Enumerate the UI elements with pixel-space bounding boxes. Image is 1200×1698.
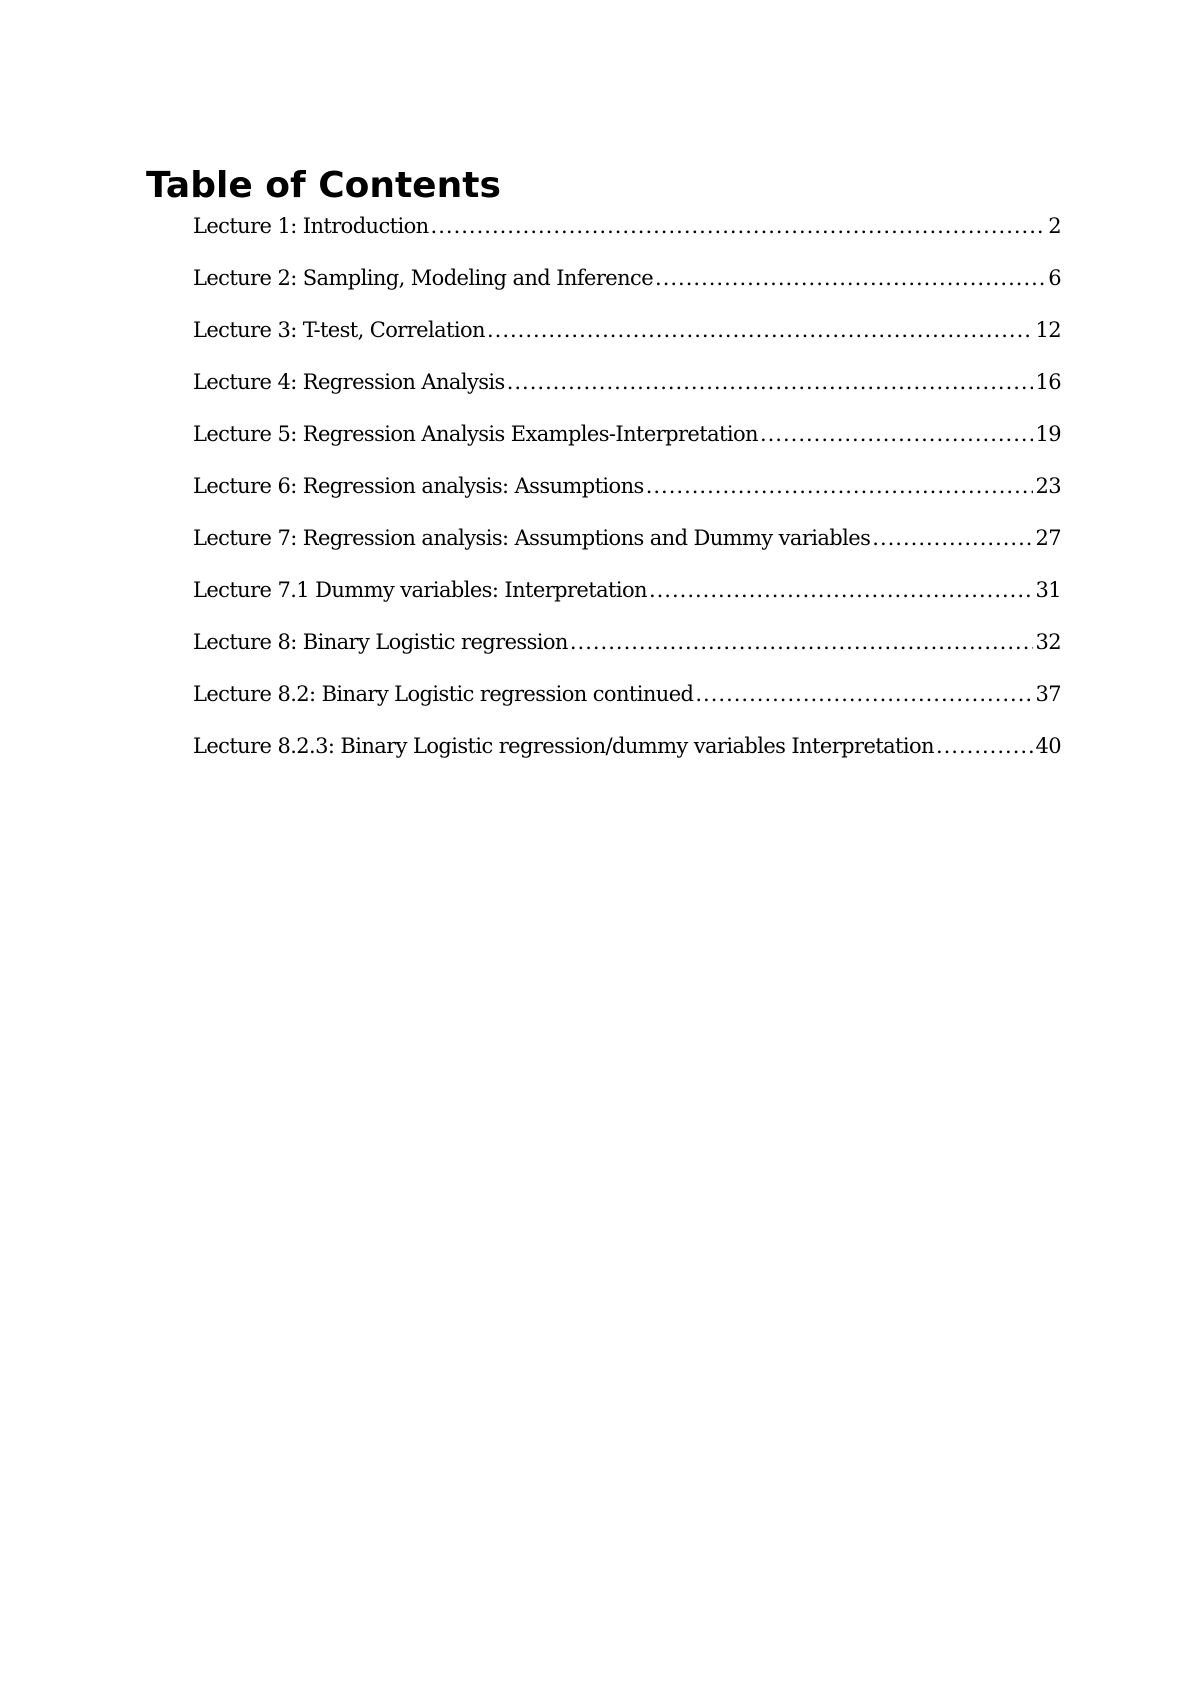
- toc-entry-lecture-1[interactable]: [193, 212, 1061, 264]
- toc-entry-page: 16: [1035, 370, 1061, 394]
- toc-entry-lecture-8[interactable]: [193, 628, 1061, 680]
- toc-title: Table of Contents: [146, 165, 501, 206]
- toc-dot-leader: [655, 264, 1046, 292]
- toc-entry-lecture-6[interactable]: [193, 472, 1061, 524]
- toc-entry-label: Lecture 8.2: Binary Logistic regression continued: [193, 682, 694, 706]
- toc-dot-leader: [649, 576, 1034, 604]
- toc-entry-label: Lecture 7.1 Dummy variables: Interpretation: [193, 578, 647, 602]
- toc-dot-leader: [431, 212, 1047, 240]
- toc-entry-page: 40: [1035, 734, 1061, 758]
- toc-entry-page: 31: [1035, 578, 1061, 602]
- toc-entry-label: Lecture 3: T-test, Correlation: [193, 318, 485, 342]
- toc-entry-label: Lecture 1: Introduction: [193, 214, 429, 238]
- toc-dot-leader: [872, 524, 1033, 552]
- toc-entry-page: 19: [1035, 422, 1061, 446]
- toc-entry-label: Lecture 8: Binary Logistic regression: [193, 630, 568, 654]
- toc-entry-page: 23: [1035, 474, 1061, 498]
- toc-dot-leader: [760, 420, 1034, 448]
- toc-entry-label: Lecture 6: Regression analysis: Assumptions: [193, 474, 644, 498]
- toc-entry-page: 27: [1035, 526, 1061, 550]
- toc-entry-lecture-8-2[interactable]: [193, 680, 1061, 732]
- toc-entry-label: Lecture 4: Regression Analysis: [193, 370, 505, 394]
- toc-entry-lecture-8-2-3[interactable]: [193, 732, 1061, 784]
- toc-entry-lecture-2[interactable]: [193, 264, 1061, 316]
- toc-dot-leader: [695, 680, 1033, 708]
- toc-dot-leader: [646, 472, 1034, 500]
- toc-entry-page: 32: [1035, 630, 1061, 654]
- toc-entry-lecture-7-1[interactable]: [193, 576, 1061, 628]
- toc-list: [193, 212, 1061, 784]
- toc-entry-page: 37: [1035, 682, 1061, 706]
- toc-entry-lecture-7[interactable]: [193, 524, 1061, 576]
- toc-entry-lecture-4[interactable]: [193, 368, 1061, 420]
- toc-dot-leader: [507, 368, 1034, 396]
- toc-dot-leader: [936, 732, 1034, 760]
- toc-entry-page: 12: [1035, 318, 1061, 342]
- toc-entry-page: 2: [1048, 214, 1061, 238]
- toc-entry-lecture-5[interactable]: [193, 420, 1061, 472]
- toc-dot-leader: [570, 628, 1034, 656]
- toc-entry-page: 6: [1048, 266, 1061, 290]
- toc-dot-leader: [487, 316, 1034, 344]
- toc-entry-label: Lecture 8.2.3: Binary Logistic regression/dummy variables Interpretation: [193, 734, 934, 758]
- toc-entry-lecture-3[interactable]: [193, 316, 1061, 368]
- toc-entry-label: Lecture 5: Regression Analysis Examples-Interpretation: [193, 422, 758, 446]
- toc-entry-label: Lecture 2: Sampling, Modeling and Inference: [193, 266, 654, 290]
- toc-entry-label: Lecture 7: Regression analysis: Assumptions and Dummy variables: [193, 526, 871, 550]
